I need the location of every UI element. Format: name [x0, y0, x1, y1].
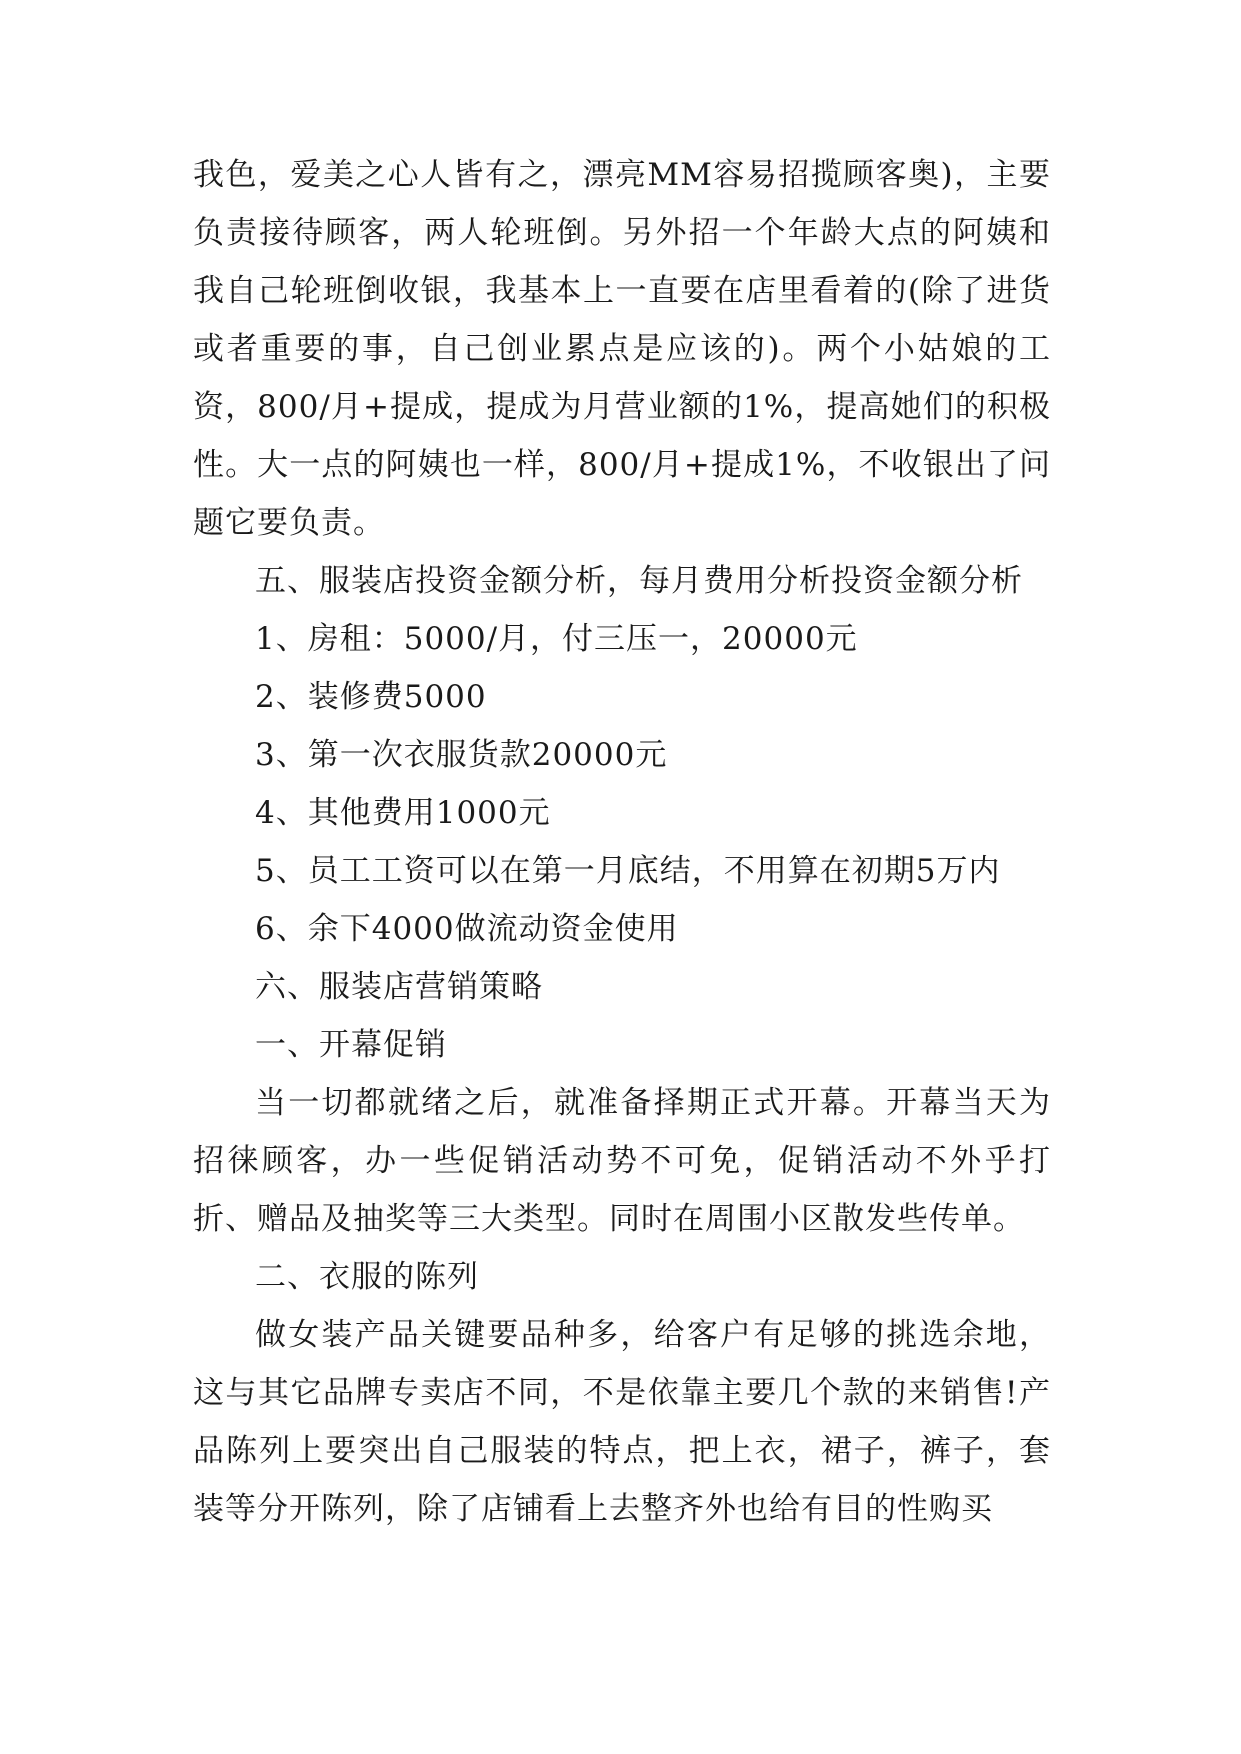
- paragraph-staffing: 我色，爱美之心人皆有之，漂亮MM容易招揽顾客奥)，主要负责接待顾客，两人轮班倒。另外招一个年龄大点的阿姨和我自己轮班倒收银，我基本上一直要在店里看着的(除了进货或者重要的事，自己创业累点是应该的)。两个小姑娘的工资，800/月+提成，提成为月营业额的1%，提高她们的积极性。大一点的阿姨也一样，800/月+提成1%，不收银出了问题它要负责。: [193, 157, 1051, 541]
- list-item-other-costs: 4、其他费用1000元: [255, 795, 551, 831]
- heading-marketing-strategy: 六、服装店营销策略: [255, 969, 543, 1005]
- heading-display: 二、衣服的陈列: [255, 1259, 479, 1295]
- list-item-salaries: 5、员工工资可以在第一月底结，不用算在初期5万内: [255, 853, 1001, 889]
- document-page: [193, 146, 1051, 1538]
- paragraph-opening-promotion: 当一切都就绪之后，就准备择期正式开幕。开幕当天为招徕顾客，办一些促销活动势不可免，促销活动不外乎打折、赠品及抽奖等三大类型。同时在周围小区散发些传单。: [193, 1085, 1051, 1237]
- paragraph-display: 做女装产品关键要品种多，给客户有足够的挑选余地，这与其它品牌专卖店不同，不是依靠主要几个款的来销售!产品陈列上要突出自己服装的特点，把上衣，裙子，裤子，套装等分开陈列，除了店铺看上去整齐外也给有目的性购买: [193, 1317, 1051, 1527]
- list-item-working-capital: 6、余下4000做流动资金使用: [255, 911, 679, 947]
- list-item-decoration: 2、装修费5000: [255, 679, 487, 715]
- list-item-first-stock: 3、第一次衣服货款20000元: [255, 737, 668, 773]
- list-item-rent: 1、房租：5000/月，付三压一，20000元: [255, 621, 858, 657]
- heading-opening-promotion: 一、开幕促销: [255, 1027, 447, 1063]
- heading-investment-analysis: 五、服装店投资金额分析，每月费用分析投资金额分析: [255, 563, 1023, 599]
